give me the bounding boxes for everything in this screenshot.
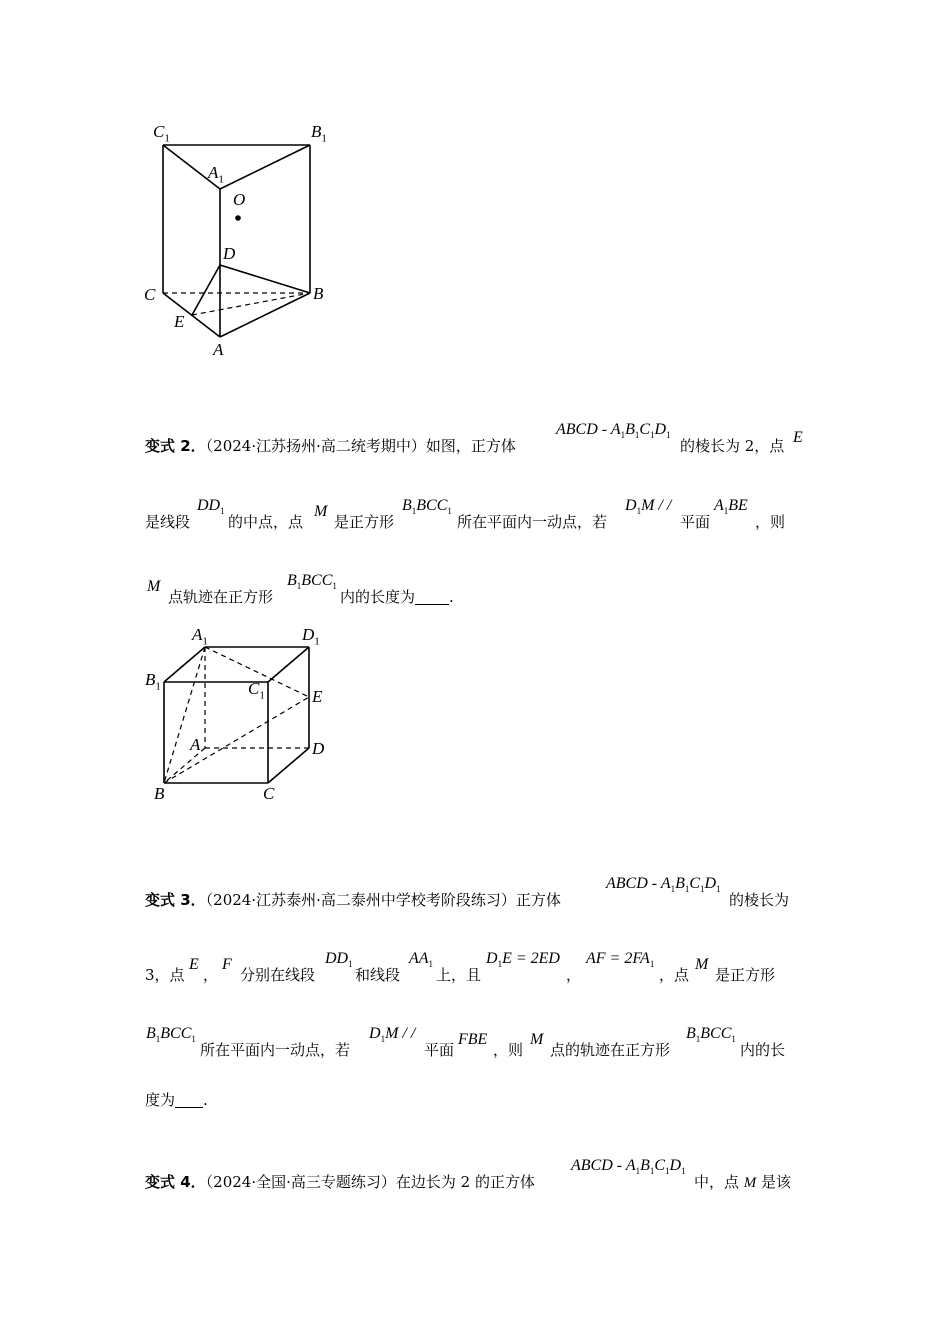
cube-name-p2: ABCD - $A_1B_1C_1D_1$ [556, 421, 671, 441]
label-d: D [312, 739, 325, 758]
label-c: C [144, 285, 156, 304]
problem-3-line-1: 变式 3．（2024·江苏泰州·高二泰州中学校考阶段练习）正方体 [145, 891, 561, 909]
label-e: E [312, 687, 323, 706]
label-o: O [233, 190, 246, 209]
problem-2-line-1: 变式 2．（2024·江苏扬州·高二统考期中）如图，正方体 [145, 437, 516, 455]
label-a: A [213, 340, 224, 359]
label-a1: $A_1$ [208, 163, 224, 186]
label-c1: $C_1$ [248, 679, 265, 702]
label-b1: $B_1$ [145, 670, 161, 693]
edge-c-d [268, 748, 309, 783]
label-b: B [154, 784, 165, 803]
label-b1: $B_1$ [311, 122, 327, 145]
problem-4-line-1: 变式 4．（2024·全国·高三专题练习）在边长为 2 的正方体 [145, 1173, 535, 1191]
label-b: B [313, 284, 324, 303]
label-d: D [223, 244, 236, 263]
cube-name-p3: ABCD - $A_1B_1C_1D_1$ [606, 875, 721, 895]
edge-d1-c1 [268, 647, 309, 682]
edge-a1-b1 [164, 647, 205, 682]
label-c1: $C_1$ [153, 122, 170, 145]
point-e-p2: E [793, 429, 803, 446]
label-e: E [174, 312, 185, 331]
label-a1: $A_1$ [192, 625, 208, 648]
label-c: C [263, 784, 275, 803]
label-d1: $D_1$ [302, 625, 320, 648]
answer-blank-p3[interactable] [175, 1093, 203, 1108]
label-a: A [190, 735, 201, 754]
cube-name-p4: ABCD - $A_1B_1C_1D_1$ [571, 1157, 686, 1177]
